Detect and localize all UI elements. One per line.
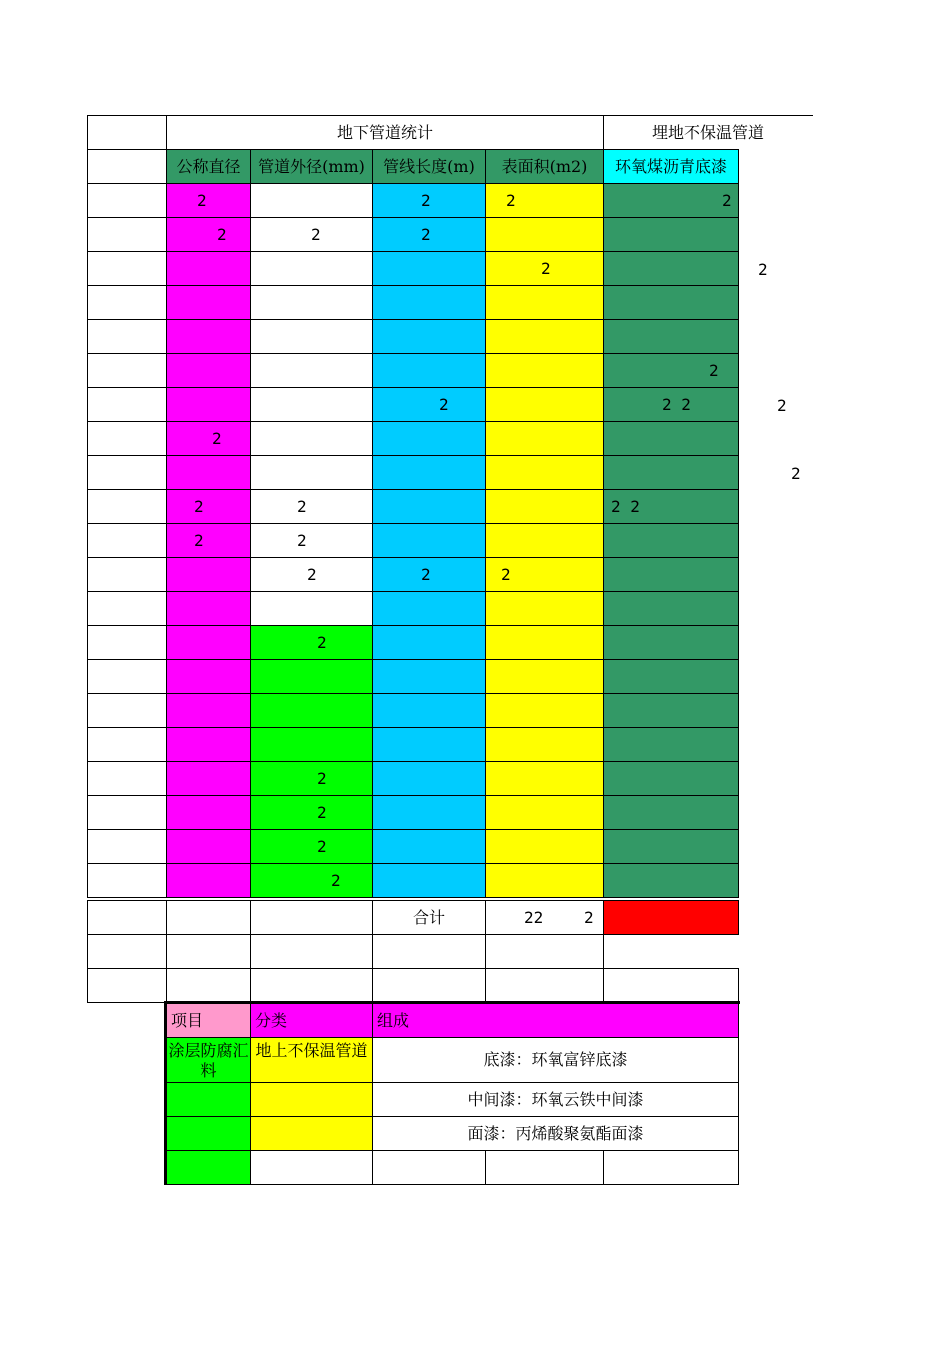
table-cell-len (372, 693, 486, 728)
table-cell-od (250, 285, 373, 320)
total-coating-cell (603, 900, 739, 935)
table-cell-coat (603, 591, 739, 626)
table-cell-area (485, 455, 604, 490)
legend-category: 地上不保温管道 (255, 1041, 368, 1060)
table-cell-dn (166, 489, 251, 524)
row-label-cell (87, 183, 167, 218)
row-label-cell (87, 659, 167, 694)
table-cell-len (372, 455, 486, 490)
cell-value-od: 2 (297, 497, 307, 516)
table-cell-area (485, 387, 604, 422)
row-label-cell (87, 727, 167, 762)
table-cell-area (485, 421, 604, 456)
table-cell-od (250, 489, 373, 524)
table-cell-area (485, 319, 604, 354)
legend-topcoat: 面漆：丙烯酸聚氨酯面漆 (467, 1123, 644, 1143)
cell-value-coat: 2 2 (611, 497, 640, 516)
empty-row-2-c2 (250, 968, 373, 1003)
legend-header-category: 分类 (250, 1003, 373, 1038)
legend-row4-c3 (372, 1150, 486, 1185)
cell-value-od: 2 (317, 803, 327, 822)
row-label-cell (87, 353, 167, 388)
legend-row3-item (166, 1116, 251, 1151)
legend-intermediate-cell (372, 1082, 739, 1117)
total-label: 合计 (412, 907, 445, 927)
total-dn-cell (166, 900, 251, 935)
table-cell-len (372, 761, 486, 796)
buried-title: 埋地不保温管道 (651, 123, 764, 142)
cell-value-od: 2 (317, 769, 327, 788)
table-cell-area (485, 693, 604, 728)
table-cell-dn (166, 693, 251, 728)
table-cell-od (250, 693, 373, 728)
table-cell-len (372, 659, 486, 694)
table-cell-coat (603, 795, 739, 830)
table-cell-len (372, 591, 486, 626)
group-title-cell (166, 115, 604, 150)
row-label-cell (87, 625, 167, 660)
empty-row-2-c3 (372, 968, 486, 1003)
legend-row2-category (250, 1082, 373, 1117)
table-cell-od (250, 557, 373, 592)
cell-value-dn: 2 (194, 497, 204, 516)
cell-value-dn: 2 (212, 429, 222, 448)
table-cell-od (250, 625, 373, 660)
table-cell-coat (603, 353, 739, 388)
row-label-cell (87, 591, 167, 626)
row-label-cell (87, 455, 167, 490)
legend-row2-item (166, 1082, 251, 1117)
table-cell-dn (166, 591, 251, 626)
table-cell-od (250, 659, 373, 694)
table-cell-od (250, 523, 373, 558)
table-cell-len (372, 319, 486, 354)
cell-value-od: 2 (307, 565, 317, 584)
table-cell-od (250, 795, 373, 830)
overflow-value: 2 (791, 464, 801, 483)
table-cell-coat (603, 761, 739, 796)
table-cell-area (485, 591, 604, 626)
legend-item: 涂层防腐汇料 (168, 1041, 249, 1080)
cell-value-coat: 2 (722, 191, 732, 210)
row-label-cell (87, 795, 167, 830)
table-cell-area (485, 829, 604, 864)
empty-row-1-label (87, 934, 167, 969)
empty-row-1-c2 (250, 934, 373, 969)
table-cell-dn (166, 387, 251, 422)
table-cell-od (250, 353, 373, 388)
cell-value-len: 2 (421, 565, 431, 584)
table-cell-dn (166, 319, 251, 354)
cell-value-od: 2 (317, 837, 327, 856)
table-cell-coat (603, 285, 739, 320)
total-area-a: 22 (524, 908, 544, 927)
table-cell-area (485, 659, 604, 694)
table-cell-dn (166, 557, 251, 592)
legend-header-composition: 组成 (372, 1003, 739, 1038)
total-od-cell (250, 900, 373, 935)
column-header-coating: 环氧煤沥青底漆 (603, 149, 739, 184)
table-cell-od (250, 421, 373, 456)
table-cell-dn (166, 795, 251, 830)
legend-row4-c5 (603, 1150, 739, 1185)
table-cell-area (485, 625, 604, 660)
legend-category-cell (250, 1037, 373, 1083)
row-label-cell (87, 523, 167, 558)
table-cell-len (372, 829, 486, 864)
table-cell-dn (166, 829, 251, 864)
buried-title-cell (603, 115, 813, 150)
row-label-header-1 (87, 115, 167, 150)
legend-primer: 底漆：环氧富锌底漆 (483, 1050, 628, 1069)
cell-value-len: 2 (421, 225, 431, 244)
table-cell-coat (603, 625, 739, 660)
empty-row-2-c1 (166, 968, 251, 1003)
table-cell-len (372, 489, 486, 524)
table-cell-area (485, 217, 604, 252)
table-cell-od (250, 217, 373, 252)
table-cell-len (372, 217, 486, 252)
table-cell-dn (166, 353, 251, 388)
table-cell-coat (603, 659, 739, 694)
row-label-cell (87, 217, 167, 252)
total-label-cell (372, 900, 486, 935)
table-cell-dn (166, 455, 251, 490)
empty-row-2-c4 (485, 968, 604, 1003)
table-cell-od (250, 591, 373, 626)
table-cell-coat (603, 693, 739, 728)
column-header-od: 管道外径(mm) (250, 149, 373, 184)
table-cell-dn (166, 523, 251, 558)
table-cell-coat (603, 251, 739, 286)
table-cell-coat (603, 523, 739, 558)
table-cell-dn (166, 421, 251, 456)
row-label-cell (87, 285, 167, 320)
legend-primer-cell (372, 1037, 739, 1083)
table-cell-coat (603, 829, 739, 864)
row-label-cell (87, 829, 167, 864)
table-cell-len (372, 421, 486, 456)
cell-value-area: 2 (501, 565, 511, 584)
table-cell-area (485, 353, 604, 388)
table-cell-len (372, 353, 486, 388)
legend-row4-item (166, 1150, 251, 1185)
table-cell-area (485, 285, 604, 320)
table-cell-len (372, 727, 486, 762)
overflow-value: 2 (758, 260, 768, 279)
cell-value-od: 2 (317, 633, 327, 652)
table-cell-area (485, 727, 604, 762)
empty-row-1-c4 (485, 934, 604, 969)
table-cell-area (485, 557, 604, 592)
row-label-cell (87, 489, 167, 524)
table-cell-dn (166, 625, 251, 660)
empty-row-1-c5 (603, 934, 739, 969)
column-header-dn: 公称直径 (166, 149, 251, 184)
table-cell-area (485, 761, 604, 796)
row-label-cell (87, 387, 167, 422)
empty-row-2-label (87, 968, 167, 1003)
total-row-label (87, 900, 167, 935)
cell-value-dn: 2 (194, 531, 204, 550)
legend-topcoat-cell (372, 1116, 739, 1151)
row-label-cell (87, 693, 167, 728)
table-cell-od (250, 319, 373, 354)
total-area-b: 2 (584, 908, 594, 927)
legend-row4-category (250, 1150, 373, 1185)
empty-row-2-c5 (603, 968, 739, 1003)
table-cell-dn (166, 659, 251, 694)
table-cell-coat (603, 863, 739, 898)
table-cell-area (485, 795, 604, 830)
cell-value-len: 2 (439, 395, 449, 414)
overflow-value: 2 (777, 396, 787, 415)
total-area-cell (485, 900, 604, 935)
row-label-cell (87, 761, 167, 796)
group-title: 地下管道统计 (336, 122, 433, 142)
cell-value-coat: 2 (709, 361, 719, 380)
table-cell-coat (603, 557, 739, 592)
row-label-cell (87, 251, 167, 286)
table-cell-area (485, 863, 604, 898)
table-cell-coat (603, 421, 739, 456)
table-cell-len (372, 863, 486, 898)
legend-header-item: 项目 (166, 1003, 251, 1038)
table-cell-len (372, 387, 486, 422)
column-header-area: 表面积(m2) (485, 149, 604, 184)
table-cell-len (372, 285, 486, 320)
table-cell-coat (603, 387, 739, 422)
cell-value-dn: 2 (217, 225, 227, 244)
table-cell-len (372, 625, 486, 660)
legend-intermediate: 中间漆：环氧云铁中间漆 (467, 1089, 644, 1109)
cell-value-area: 2 (541, 259, 551, 278)
row-label-cell (87, 863, 167, 898)
table-cell-len (372, 251, 486, 286)
legend-row3-category (250, 1116, 373, 1151)
table-cell-coat (603, 319, 739, 354)
row-label-cell (87, 319, 167, 354)
table-cell-dn (166, 183, 251, 218)
table-cell-od (250, 455, 373, 490)
table-cell-od (250, 251, 373, 286)
table-cell-coat (603, 727, 739, 762)
table-cell-len (372, 183, 486, 218)
table-cell-coat (603, 183, 739, 218)
cell-value-od: 2 (311, 225, 321, 244)
table-cell-dn (166, 863, 251, 898)
cell-value-od: 2 (331, 871, 341, 890)
table-cell-coat (603, 217, 739, 252)
cell-value-coat: 2 2 (662, 395, 691, 414)
row-label-cell (87, 421, 167, 456)
cell-value-area: 2 (506, 191, 516, 210)
table-cell-dn (166, 285, 251, 320)
row-label-header-2 (87, 149, 167, 184)
table-cell-dn (166, 251, 251, 286)
table-cell-dn (166, 217, 251, 252)
table-cell-coat (603, 455, 739, 490)
table-cell-len (372, 523, 486, 558)
legend-row4-c4 (485, 1150, 604, 1185)
table-cell-area (485, 523, 604, 558)
cell-value-dn: 2 (197, 191, 207, 210)
table-cell-len (372, 795, 486, 830)
table-cell-od (250, 829, 373, 864)
table-cell-od (250, 727, 373, 762)
empty-row-1-c3 (372, 934, 486, 969)
column-header-length: 管线长度(m) (372, 149, 486, 184)
table-cell-len (372, 557, 486, 592)
table-cell-area (485, 183, 604, 218)
table-cell-od (250, 183, 373, 218)
table-cell-dn (166, 727, 251, 762)
table-cell-dn (166, 761, 251, 796)
empty-row-1-c1 (166, 934, 251, 969)
table-cell-coat (603, 489, 739, 524)
table-cell-od (250, 761, 373, 796)
table-cell-od (250, 387, 373, 422)
table-cell-od (250, 863, 373, 898)
table-cell-area (485, 489, 604, 524)
cell-value-len: 2 (421, 191, 431, 210)
row-label-cell (87, 557, 167, 592)
table-cell-area (485, 251, 604, 286)
cell-value-od: 2 (297, 531, 307, 550)
legend-item-cell (166, 1037, 251, 1083)
